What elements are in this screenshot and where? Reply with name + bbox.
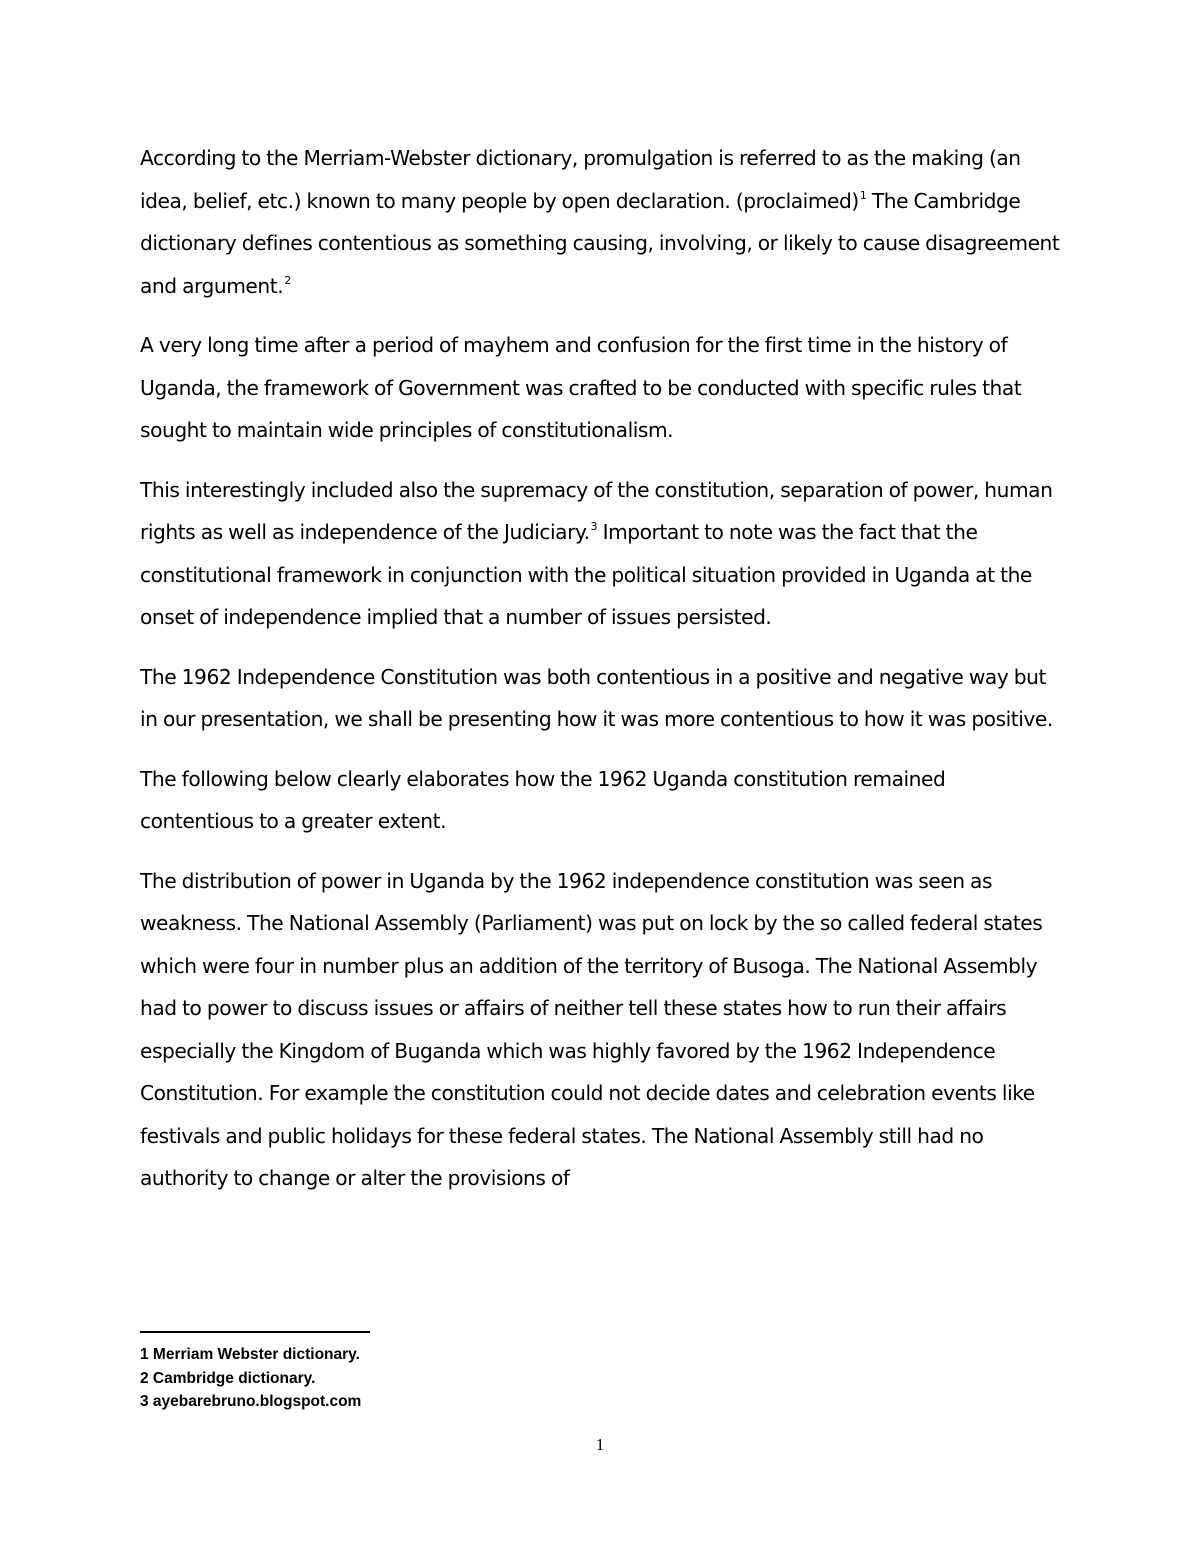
paragraph-supremacy bbox=[140, 469, 1062, 639]
paragraph-text: The distribution of power in Uganda by the 1962 independence constitution was seen as weakness. The National Assembly (Parliament) was put on lock by the so called federal states which were four in number plus an addition of the territory of Busoga. The National Assembly had to power to discuss issues or affairs of neither tell these states how to run their affairs especially the Kingdom of Buganda which was highly favored by the 1962 Independence Constitution. For example the constitution could not decide dates and celebration events like festivals and public holidays for these federal states. The National Assembly still had no authority to change or alter the provisions of bbox=[140, 868, 1043, 1190]
footnote-ref-3: 3 bbox=[590, 520, 598, 533]
footnote-separator bbox=[140, 1331, 370, 1333]
paragraph-text: The following below clearly elaborates how the 1962 Uganda constitution remained contentious to a greater extent. bbox=[140, 766, 946, 833]
paragraph-text: According to the Merriam-Webster dictionary, promulgation is referred to as the making (an idea, belief, etc.) known to many people by open declaration. (proclaimed) bbox=[140, 146, 1021, 213]
footnote-3: 3 ayebarebruno.blogspot.com bbox=[140, 1393, 362, 1410]
page-number: 1 bbox=[595, 1435, 605, 1454]
paragraph-text: The Cambridge dictionary defines contentious as something causing, involving, or likely to cause disagreement and argument. bbox=[140, 188, 1060, 298]
footnote-1: 1 Merriam Webster dictionary. bbox=[140, 1346, 360, 1363]
document-body bbox=[140, 137, 1062, 1217]
paragraph-text: Important to note was the fact that the constitutional framework in conjunction with the political situation provided in Uganda at the onset of independence implied that a number of issues persisted. bbox=[140, 520, 1032, 629]
paragraph-elaboration bbox=[140, 758, 1062, 843]
paragraph-text: A very long time after a period of mayhem and confusion for the first time in the history of Uganda, the framework of Government was crafted to be conducted with specific rules that sought to maintain wide principles of constitutionalism. bbox=[140, 333, 1022, 442]
paragraph-definitions bbox=[140, 137, 1062, 307]
paragraph-text: The 1962 Independence Constitution was both contentious in a positive and negative way but in our presentation, we shall be presenting how it was more contentious to how it was positive. bbox=[140, 664, 1053, 731]
paragraph-framework bbox=[140, 324, 1062, 452]
paragraph-distribution-of-power bbox=[140, 860, 1062, 1200]
footnote-2: 2 Cambridge dictionary. bbox=[140, 1369, 316, 1387]
footnote-ref-1: 1 bbox=[859, 188, 867, 202]
paragraph-contentious bbox=[140, 656, 1062, 741]
footnotes bbox=[140, 1343, 361, 1414]
paragraph-text: This interestingly included also the supremacy of the constitution, separation of power, human rights as well as independence of the Judiciary. bbox=[140, 477, 1053, 544]
footnote-ref-2: 2 bbox=[284, 273, 291, 287]
